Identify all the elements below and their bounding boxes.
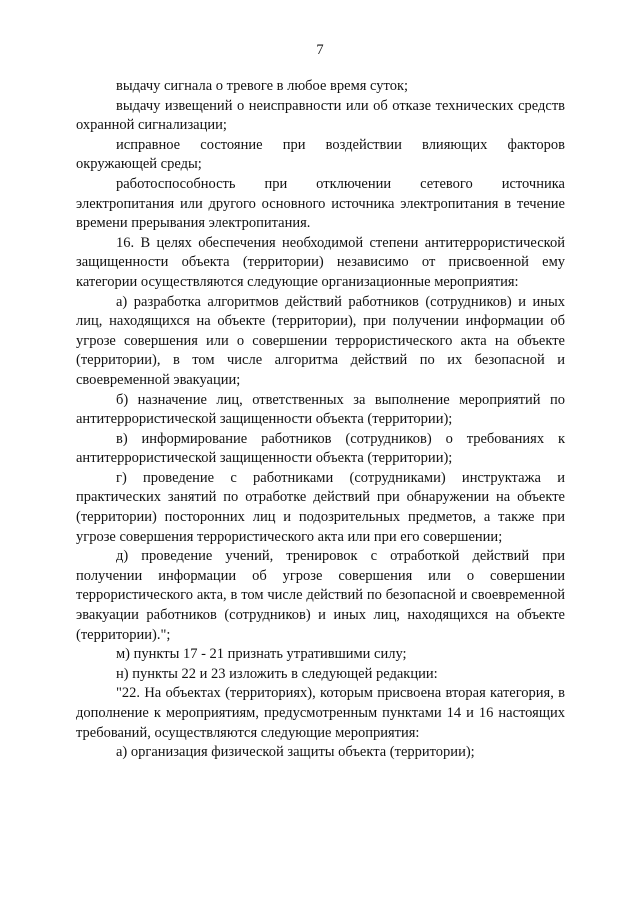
paragraph: исправное состояние при воздействии влияющих факторов окружающей среды;	[76, 136, 565, 173]
paragraph: работоспособность при отключении сетевого источника электропитания или другого основного источника электропитания в течение времени прерывания электропитания.	[76, 175, 565, 232]
document-body	[76, 77, 565, 763]
paragraph: м) пункты 17 - 21 признать утратившими силу;	[116, 646, 407, 663]
page-number: 7	[316, 42, 324, 58]
paragraph: "22. На объектах (территориях), которым присвоена вторая категория, в дополнение к мероприятиям, предусмотренным пунктами 14 и 16 настоящих требований, осуществляются следующие мероприятия:	[76, 685, 565, 741]
paragraph: б) назначение лиц, ответственных за выполнение мероприятий по антитеррористической защищенности объекта (территории);	[76, 391, 565, 428]
paragraph: н) пункты 22 и 23 изложить в следующей редакции:	[116, 665, 438, 682]
paragraph: г) проведение с работниками (сотрудниками) инструктажа и практических занятий по отработке действий при обнаружении на объекте (территории) посторонних лиц и подозрительных предметов, а также при угрозе совершения террористического акта или при его совершении;	[76, 469, 565, 545]
paragraph: 16. В целях обеспечения необходимой степени антитеррористической защищенности объекта (территории) независимо от присвоенной ему категории осуществляются следующие организационные мероприятия:	[76, 234, 565, 290]
paragraph: д) проведение учений, тренировок с отработкой действий при получении информации об угрозе совершения или о совершении террористического акта, в том числе действий по безопасной и своевременной эвакуации работников (сотрудников) и иных лиц, находящихся на объекте (территории).";	[76, 548, 565, 643]
paragraph: выдачу извещений о неисправности или об отказе технических средств охранной сигнализации;	[76, 97, 565, 134]
paragraph: в) информирование работников (сотрудников) о требованиях к антитеррористической защищенности объекта (территории);	[76, 430, 565, 467]
paragraph: а) разработка алгоритмов действий работников (сотрудников) и иных лиц, находящихся на объекте (территории), при получении информации об угрозе совершения или о совершении террористического акта на объекте (территории), в том числе алгоритма действий по их безопасной и своевременной эвакуации;	[76, 293, 565, 388]
paragraph: а) организация физической защиты объекта (территории);	[116, 744, 475, 761]
paragraph: выдачу сигнала о тревоге в любое время суток;	[116, 78, 409, 94]
